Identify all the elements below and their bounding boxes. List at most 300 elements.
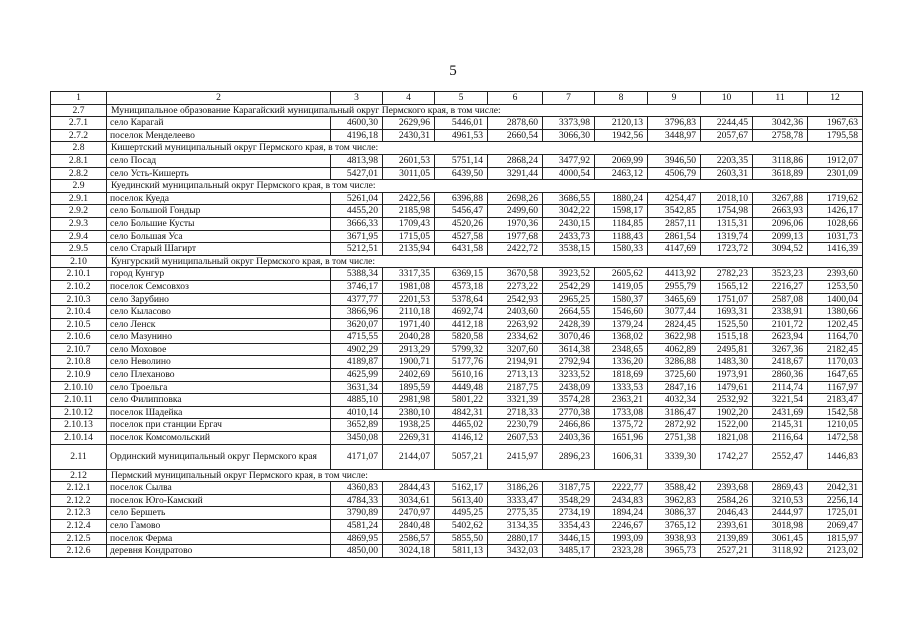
value-cell: 2110,18	[383, 306, 435, 319]
value-cell: 1472,58	[808, 432, 863, 445]
row-code: 2.8	[51, 142, 107, 155]
settlement-name: село Большие Кусты	[107, 217, 331, 230]
section-title: Куединский муниципальный округ Пермского края, в том числе:	[107, 180, 863, 193]
value-cell: 3938,93	[648, 532, 701, 545]
table-header-row	[51, 92, 863, 105]
value-cell: 2139,89	[701, 532, 753, 545]
value-cell: 1368,02	[595, 331, 648, 344]
value-cell: 2183,47	[808, 394, 863, 407]
value-cell: 4961,53	[435, 129, 488, 142]
value-cell: 1709,43	[383, 217, 435, 230]
value-cell: 2187,75	[488, 381, 543, 394]
value-cell: 3622,98	[648, 331, 701, 344]
value-cell: 3339,30	[648, 444, 701, 469]
value-cell: 2532,92	[701, 394, 753, 407]
row-code: 2.12.6	[51, 545, 107, 558]
value-cell: 2263,92	[488, 318, 543, 331]
row-code: 2.10.13	[51, 419, 107, 432]
value-cell: 3042,22	[543, 205, 595, 218]
value-cell: 1333,53	[595, 381, 648, 394]
value-cell: 2718,33	[488, 406, 543, 419]
settlement-name: село Моховое	[107, 343, 331, 356]
settlement-name: село Кыласово	[107, 306, 331, 319]
value-cell: 4600,30	[331, 117, 383, 130]
value-cell: 5402,62	[435, 520, 488, 533]
row-code: 2.10.8	[51, 356, 107, 369]
value-cell: 2116,64	[753, 432, 808, 445]
value-cell: 3210,53	[753, 494, 808, 507]
value-cell: 4412,18	[435, 318, 488, 331]
value-cell: 2896,23	[543, 444, 595, 469]
value-cell: 1754,98	[701, 205, 753, 218]
value-cell: 1725,01	[808, 507, 863, 520]
value-cell: 2244,45	[701, 117, 753, 130]
value-cell: 2965,25	[543, 293, 595, 306]
value-cell: 3034,61	[383, 494, 435, 507]
value-cell: 3233,52	[543, 369, 595, 382]
value-cell: 1818,69	[595, 369, 648, 382]
value-cell: 1164,70	[808, 331, 863, 344]
value-cell: 2096,06	[753, 217, 808, 230]
value-cell: 2203,35	[701, 154, 753, 167]
settlement-name: село Старый Шагирт	[107, 243, 331, 256]
value-cell: 3790,89	[331, 507, 383, 520]
value-cell: 2913,29	[383, 343, 435, 356]
value-cell: 2099,13	[753, 230, 808, 243]
value-cell: 3866,96	[331, 306, 383, 319]
value-cell: 1546,60	[595, 306, 648, 319]
settlement-name: поселок Ферма	[107, 532, 331, 545]
value-cell: 3946,50	[648, 154, 701, 167]
value-cell: 2869,43	[753, 482, 808, 495]
value-cell: 1938,25	[383, 419, 435, 432]
row-code: 2.9.1	[51, 192, 107, 205]
value-cell: 2301,09	[808, 167, 863, 180]
value-cell: 3432,03	[488, 545, 543, 558]
value-cell: 6439,50	[435, 167, 488, 180]
value-cell: 4573,18	[435, 280, 488, 293]
value-cell: 2323,28	[595, 545, 648, 558]
value-cell: 3671,95	[331, 230, 383, 243]
value-cell: 2444,97	[753, 507, 808, 520]
value-cell: 5177,76	[435, 356, 488, 369]
value-cell: 4171,07	[331, 444, 383, 469]
value-cell: 3542,85	[648, 205, 701, 218]
value-cell: 3631,34	[331, 381, 383, 394]
settlement-name: село Мазунино	[107, 331, 331, 344]
settlement-name: село Посад	[107, 154, 331, 167]
settlement-name: поселок при станции Ергач	[107, 419, 331, 432]
value-cell: 3373,98	[543, 117, 595, 130]
tariff-table	[50, 91, 863, 558]
value-cell: 4254,47	[648, 192, 701, 205]
value-cell: 2872,92	[648, 419, 701, 432]
value-cell: 2499,60	[488, 205, 543, 218]
table-row	[51, 532, 863, 545]
value-cell: 4147,69	[648, 243, 701, 256]
value-cell: 5446,01	[435, 117, 488, 130]
value-cell: 2069,99	[595, 154, 648, 167]
value-cell: 3618,89	[753, 167, 808, 180]
value-cell: 1895,59	[383, 381, 435, 394]
value-cell: 4692,74	[435, 306, 488, 319]
value-cell: 2230,79	[488, 419, 543, 432]
value-cell: 5388,34	[331, 268, 383, 281]
value-cell: 3267,36	[753, 343, 808, 356]
value-cell: 3548,29	[543, 494, 595, 507]
value-cell: 1900,71	[383, 356, 435, 369]
value-cell: 3796,83	[648, 117, 701, 130]
value-cell: 1379,24	[595, 318, 648, 331]
value-cell: 2393,68	[701, 482, 753, 495]
value-cell: 4813,98	[331, 154, 383, 167]
value-cell: 4360,83	[331, 482, 383, 495]
value-cell: 5801,22	[435, 394, 488, 407]
value-cell: 1253,50	[808, 280, 863, 293]
table-row	[51, 507, 863, 520]
table-row	[51, 280, 863, 293]
value-cell: 2751,38	[648, 432, 701, 445]
value-cell: 3962,83	[648, 494, 701, 507]
row-code: 2.7.1	[51, 117, 107, 130]
value-cell: 3746,17	[331, 280, 383, 293]
value-cell: 3291,44	[488, 167, 543, 180]
table-row	[51, 205, 863, 218]
value-cell: 3086,37	[648, 507, 701, 520]
value-cell: 5820,58	[435, 331, 488, 344]
value-cell: 1693,31	[701, 306, 753, 319]
value-cell: 4842,31	[435, 406, 488, 419]
settlement-name: поселок Куеда	[107, 192, 331, 205]
value-cell: 5751,14	[435, 154, 488, 167]
value-cell: 2663,93	[753, 205, 808, 218]
value-cell: 3620,07	[331, 318, 383, 331]
value-cell: 4032,34	[648, 394, 701, 407]
settlement-name: город Кунгур	[107, 268, 331, 281]
column-header: 4	[383, 92, 435, 105]
value-cell: 5456,47	[435, 205, 488, 218]
column-header: 11	[753, 92, 808, 105]
table-row	[51, 444, 863, 469]
value-cell: 3317,35	[383, 268, 435, 281]
table-row	[51, 129, 863, 142]
row-code: 2.8.1	[51, 154, 107, 167]
value-cell: 1580,33	[595, 243, 648, 256]
value-cell: 6396,88	[435, 192, 488, 205]
row-code: 2.8.2	[51, 167, 107, 180]
value-cell: 5378,64	[435, 293, 488, 306]
value-cell: 2430,31	[383, 129, 435, 142]
section-row	[51, 255, 863, 268]
value-cell: 3670,58	[488, 268, 543, 281]
column-header: 12	[808, 92, 863, 105]
value-cell: 2430,15	[543, 217, 595, 230]
value-cell: 1651,96	[595, 432, 648, 445]
value-cell: 2552,47	[753, 444, 808, 469]
value-cell: 2433,73	[543, 230, 595, 243]
value-cell: 2868,24	[488, 154, 543, 167]
settlement-name: село Неволино	[107, 356, 331, 369]
value-cell: 4377,77	[331, 293, 383, 306]
value-cell: 5613,40	[435, 494, 488, 507]
value-cell: 1894,24	[595, 507, 648, 520]
table-row	[51, 406, 863, 419]
value-cell: 3477,92	[543, 154, 595, 167]
settlement-name: село Карагай	[107, 117, 331, 130]
value-cell: 1715,05	[383, 230, 435, 243]
value-cell: 2542,29	[543, 280, 595, 293]
value-cell: 2463,12	[595, 167, 648, 180]
value-cell: 1902,20	[701, 406, 753, 419]
table-row	[51, 494, 863, 507]
value-cell: 1821,08	[701, 432, 753, 445]
value-cell: 2422,56	[383, 192, 435, 205]
value-cell: 2145,31	[753, 419, 808, 432]
value-cell: 3134,35	[488, 520, 543, 533]
value-cell: 1400,04	[808, 293, 863, 306]
row-code: 2.11	[51, 444, 107, 469]
value-cell: 3574,28	[543, 394, 595, 407]
value-cell: 2194,91	[488, 356, 543, 369]
value-cell: 2348,65	[595, 343, 648, 356]
value-cell: 4000,54	[543, 167, 595, 180]
value-cell: 5610,16	[435, 369, 488, 382]
value-cell: 3465,69	[648, 293, 701, 306]
table-row	[51, 482, 863, 495]
value-cell: 2840,48	[383, 520, 435, 533]
value-cell: 1973,91	[701, 369, 753, 382]
value-cell: 2603,31	[701, 167, 753, 180]
column-header: 9	[648, 92, 701, 105]
row-code: 2.10.6	[51, 331, 107, 344]
settlement-name: село Плеханово	[107, 369, 331, 382]
row-code: 2.10.3	[51, 293, 107, 306]
row-code: 2.10.12	[51, 406, 107, 419]
value-cell: 1446,83	[808, 444, 863, 469]
value-cell: 2144,07	[383, 444, 435, 469]
value-cell: 2380,10	[383, 406, 435, 419]
value-cell: 3066,30	[543, 129, 595, 142]
value-cell: 2880,17	[488, 532, 543, 545]
value-cell: 3267,88	[753, 192, 808, 205]
value-cell: 2101,72	[753, 318, 808, 331]
column-header: 3	[331, 92, 383, 105]
row-code: 2.10.5	[51, 318, 107, 331]
column-header: 7	[543, 92, 595, 105]
value-cell: 2542,93	[488, 293, 543, 306]
table-row	[51, 154, 863, 167]
column-header: 8	[595, 92, 648, 105]
value-cell: 1967,63	[808, 117, 863, 130]
value-cell: 2860,36	[753, 369, 808, 382]
table-row	[51, 394, 863, 407]
table-row	[51, 318, 863, 331]
value-cell: 3018,98	[753, 520, 808, 533]
value-cell: 5811,13	[435, 545, 488, 558]
value-cell: 3523,23	[753, 268, 808, 281]
value-cell: 2046,43	[701, 507, 753, 520]
value-cell: 2256,14	[808, 494, 863, 507]
value-cell: 3221,54	[753, 394, 808, 407]
row-code: 2.9.5	[51, 243, 107, 256]
value-cell: 3042,36	[753, 117, 808, 130]
value-cell: 3024,18	[383, 545, 435, 558]
value-cell: 5427,01	[331, 167, 383, 180]
value-cell: 2393,60	[808, 268, 863, 281]
value-cell: 3652,89	[331, 419, 383, 432]
value-cell: 3446,15	[543, 532, 595, 545]
value-cell: 2623,94	[753, 331, 808, 344]
value-cell: 4527,58	[435, 230, 488, 243]
value-cell: 2018,10	[701, 192, 753, 205]
value-cell: 3686,55	[543, 192, 595, 205]
value-cell: 2402,69	[383, 369, 435, 382]
value-cell: 2403,36	[543, 432, 595, 445]
row-code: 2.12.1	[51, 482, 107, 495]
value-cell: 2403,60	[488, 306, 543, 319]
value-cell: 2981,98	[383, 394, 435, 407]
value-cell: 3118,92	[753, 545, 808, 558]
value-cell: 2040,28	[383, 331, 435, 344]
settlement-name: село Большая Уса	[107, 230, 331, 243]
column-header: 2	[107, 92, 331, 105]
value-cell: 3538,15	[543, 243, 595, 256]
value-cell: 1993,09	[595, 532, 648, 545]
value-cell: 2955,79	[648, 280, 701, 293]
value-cell: 1184,85	[595, 217, 648, 230]
value-cell: 2273,22	[488, 280, 543, 293]
value-cell: 6369,15	[435, 268, 488, 281]
row-code: 2.10.4	[51, 306, 107, 319]
row-code: 2.10.9	[51, 369, 107, 382]
row-code: 2.12.2	[51, 494, 107, 507]
value-cell: 1167,97	[808, 381, 863, 394]
value-cell: 4455,20	[331, 205, 383, 218]
value-cell: 2123,02	[808, 545, 863, 558]
value-cell: 3094,52	[753, 243, 808, 256]
value-cell: 2713,13	[488, 369, 543, 382]
value-cell: 3725,60	[648, 369, 701, 382]
value-cell: 2418,67	[753, 356, 808, 369]
row-code: 2.9.4	[51, 230, 107, 243]
value-cell: 1315,31	[701, 217, 753, 230]
value-cell: 2601,53	[383, 154, 435, 167]
row-code: 2.10.11	[51, 394, 107, 407]
value-cell: 4146,12	[435, 432, 488, 445]
value-cell: 2182,45	[808, 343, 863, 356]
value-cell: 3965,73	[648, 545, 701, 558]
value-cell: 1479,61	[701, 381, 753, 394]
row-code: 2.9	[51, 180, 107, 193]
settlement-name: село Зарубино	[107, 293, 331, 306]
settlement-name: поселок Менделеево	[107, 129, 331, 142]
value-cell: 2758,78	[753, 129, 808, 142]
row-code: 2.9.2	[51, 205, 107, 218]
value-cell: 2775,35	[488, 507, 543, 520]
settlement-name: Ординский муниципальный округ Пермского края	[107, 444, 331, 469]
section-row	[51, 469, 863, 482]
value-cell: 2878,60	[488, 117, 543, 130]
value-cell: 1515,18	[701, 331, 753, 344]
section-title: Муниципальное образование Карагайский муниципальный округ Пермского края, в том числе:	[107, 104, 863, 117]
value-cell: 1912,07	[808, 154, 863, 167]
value-cell: 4062,89	[648, 343, 701, 356]
table-row	[51, 369, 863, 382]
value-cell: 2135,94	[383, 243, 435, 256]
value-cell: 3077,44	[648, 306, 701, 319]
table-row	[51, 381, 863, 394]
settlement-name: село Гамово	[107, 520, 331, 533]
row-code: 2.12.4	[51, 520, 107, 533]
value-cell: 2857,11	[648, 217, 701, 230]
value-cell: 3333,47	[488, 494, 543, 507]
value-cell: 3450,08	[331, 432, 383, 445]
value-cell: 2222,77	[595, 482, 648, 495]
value-cell: 2734,19	[543, 507, 595, 520]
value-cell: 1751,07	[701, 293, 753, 306]
value-cell: 1031,73	[808, 230, 863, 243]
table-row	[51, 306, 863, 319]
table-row	[51, 293, 863, 306]
section-title: Пермский муниципальный округ Пермского края, в том числе:	[107, 469, 863, 482]
row-code: 2.7	[51, 104, 107, 117]
value-cell: 2415,97	[488, 444, 543, 469]
value-cell: 2527,21	[701, 545, 753, 558]
value-cell: 2584,26	[701, 494, 753, 507]
value-cell: 1426,17	[808, 205, 863, 218]
row-code: 2.12.3	[51, 507, 107, 520]
value-cell: 1719,62	[808, 192, 863, 205]
value-cell: 5057,21	[435, 444, 488, 469]
settlement-name: деревня Кондратово	[107, 545, 331, 558]
value-cell: 4869,95	[331, 532, 383, 545]
settlement-name: село Бершеть	[107, 507, 331, 520]
value-cell: 4581,24	[331, 520, 383, 533]
value-cell: 2428,39	[543, 318, 595, 331]
value-cell: 1380,66	[808, 306, 863, 319]
value-cell: 1542,58	[808, 406, 863, 419]
value-cell: 2770,38	[543, 406, 595, 419]
table-row	[51, 419, 863, 432]
value-cell: 1971,40	[383, 318, 435, 331]
value-cell: 3118,86	[753, 154, 808, 167]
settlement-name: село Усть-Кишерть	[107, 167, 331, 180]
value-cell: 5212,51	[331, 243, 383, 256]
value-cell: 1733,08	[595, 406, 648, 419]
row-code: 2.10.1	[51, 268, 107, 281]
value-cell: 2782,23	[701, 268, 753, 281]
table-row	[51, 268, 863, 281]
value-cell: 2605,62	[595, 268, 648, 281]
table-row	[51, 192, 863, 205]
table-row	[51, 343, 863, 356]
value-cell: 3321,39	[488, 394, 543, 407]
value-cell: 5261,04	[331, 192, 383, 205]
value-cell: 2185,98	[383, 205, 435, 218]
value-cell: 2847,16	[648, 381, 701, 394]
page-number: 5	[449, 63, 457, 79]
column-header: 10	[701, 92, 753, 105]
value-cell: 1483,30	[701, 356, 753, 369]
value-cell: 1525,50	[701, 318, 753, 331]
value-cell: 1522,00	[701, 419, 753, 432]
value-cell: 2466,86	[543, 419, 595, 432]
value-cell: 4850,00	[331, 545, 383, 558]
row-code: 2.12.5	[51, 532, 107, 545]
value-cell: 4465,02	[435, 419, 488, 432]
value-cell: 2629,96	[383, 117, 435, 130]
value-cell: 1977,68	[488, 230, 543, 243]
